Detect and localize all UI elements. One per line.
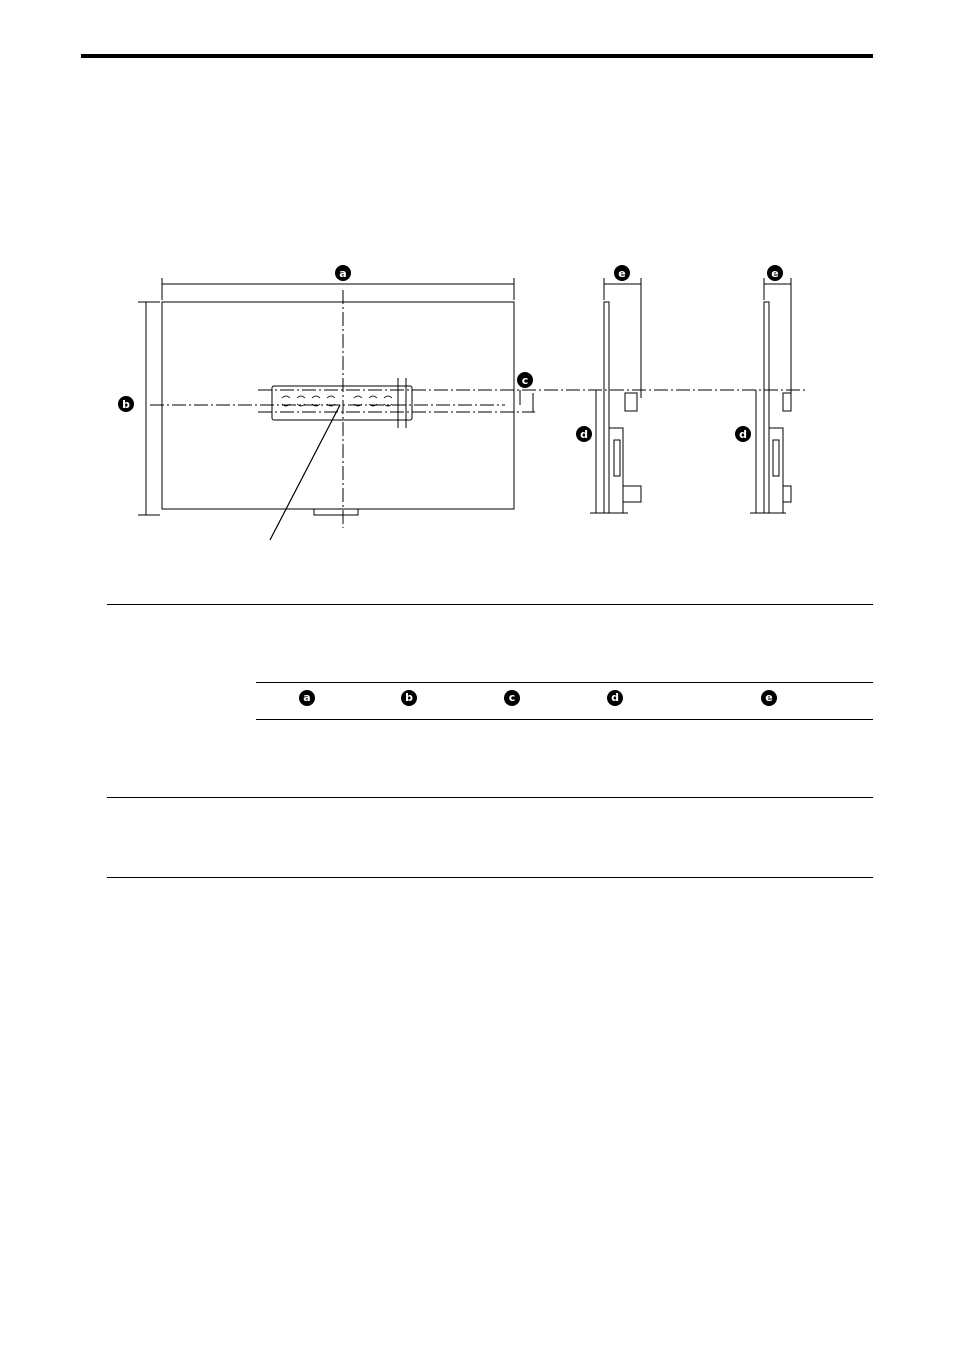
section-rule-3 [107,877,873,878]
table-header-b: b [401,690,417,706]
bracket-leader-line [270,405,340,540]
table-header-a: a [299,690,315,706]
dim-label-d-2 [735,426,751,442]
svg-text:e: e [618,267,626,280]
dim-label-b [118,396,134,412]
wall-mount-bracket [272,386,412,420]
svg-text:d: d [580,428,588,441]
dim-label-e-1 [614,265,630,281]
svg-text:e: e [771,267,779,280]
tv-stand-foot [314,509,358,515]
top-rule [81,54,873,58]
tv-side-view-1 [590,278,641,513]
svg-text:b: b [122,398,130,411]
tv-side-view-2 [750,278,791,513]
mounting-dimension-diagram [0,250,954,550]
dim-label-a [335,265,351,281]
svg-text:a: a [339,267,347,280]
table-header-top-rule [256,682,873,683]
table-header-d: d [607,690,623,706]
section-rule-1 [107,604,873,605]
table-header-row [0,690,954,714]
dim-label-d-1 [576,426,592,442]
svg-text:d: d [739,428,747,441]
dim-label-c [517,372,533,388]
table-header-c: c [504,690,520,706]
table-header-bottom-rule [256,719,873,720]
dim-label-e-2 [767,265,783,281]
section-rule-2 [107,797,873,798]
table-header-e: e [761,690,777,706]
svg-text:c: c [521,374,529,387]
